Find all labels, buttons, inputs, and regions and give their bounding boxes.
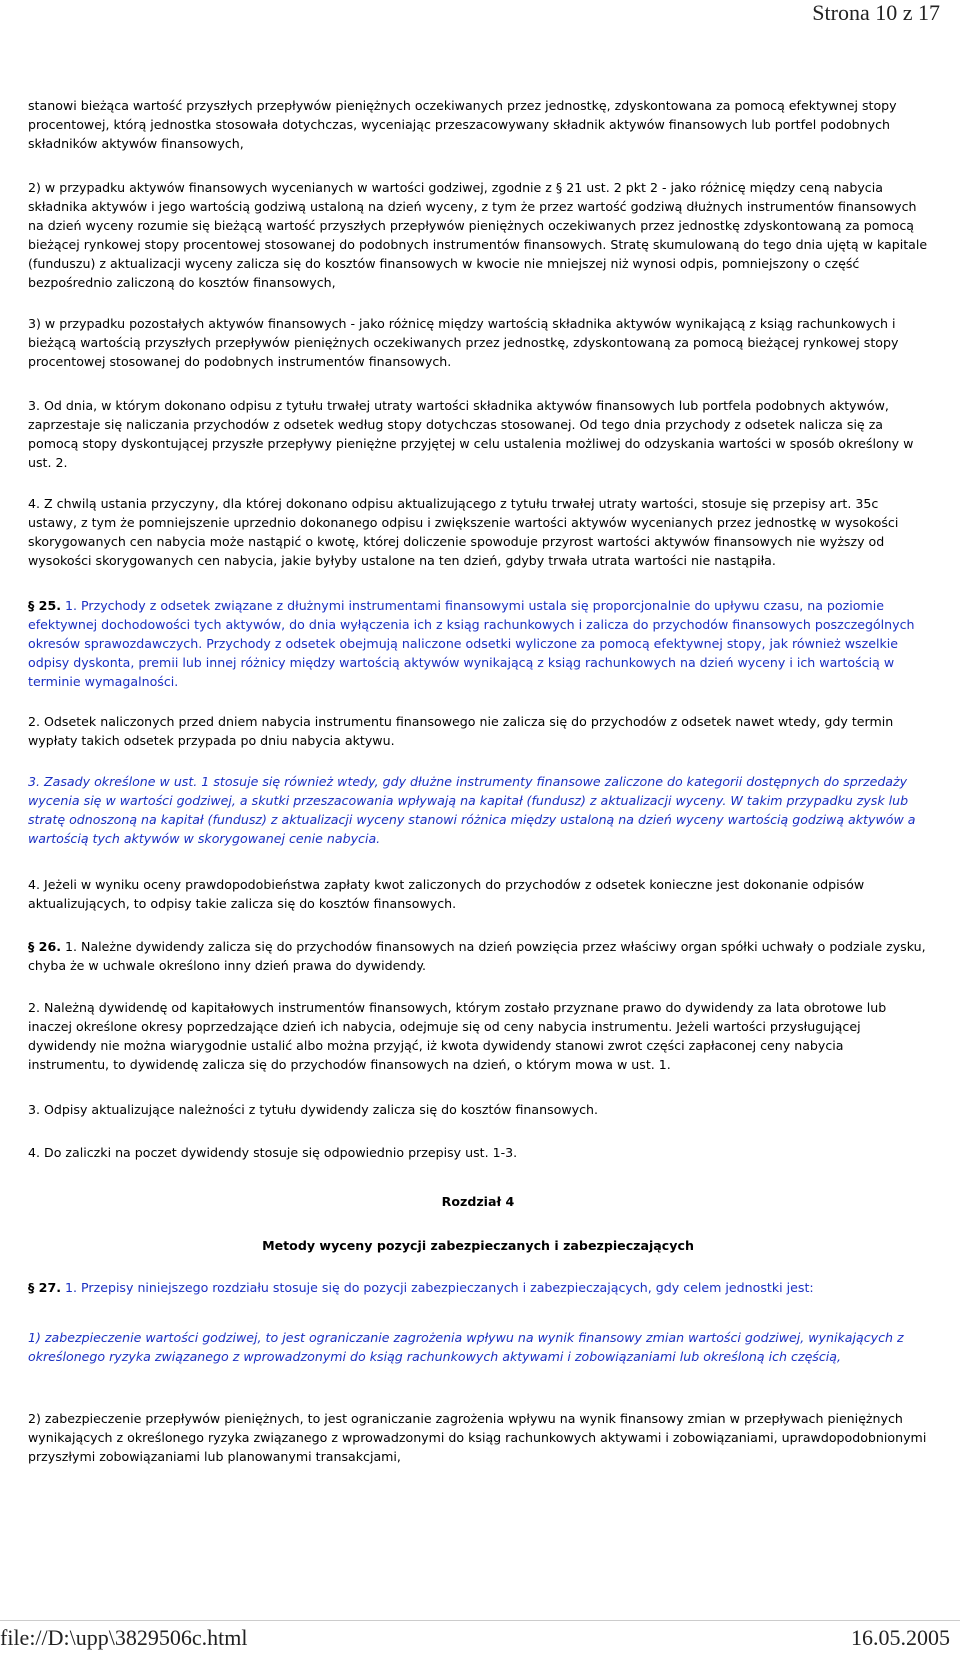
file-path: file://D:\upp\3829506c.html (0, 1625, 248, 1650)
section-number: § 25. (28, 598, 61, 613)
paragraph: 2) zabezpieczenie przepływów pieniężnych, to jest ograniczanie zagrożenia wpływu na wynik finansowy zmian w przepływach pieniężnych wynikających z określonego ryzyka związanego z wprowadzonymi do ksiąg rachunkowych aktywami i zobowiązaniami, uprawdopodobnionymi przyszłymi zobowiązaniami lub planowanymi transakcjami, (28, 1411, 927, 1464)
paragraph: 4. Z chwilą ustania przyczyny, dla której dokonano odpisu aktualizującego z tytułu trwałej utraty wartości, stosuje się przepisy art. 35c ustawy, z tym że pomniejszenie uprzednio dokonanego odpisu i zwiększenie wartości aktywów wycenianych przez jednostkę w wysokości skorygowanych cen nabycia może nastąpić o kwotę, której doliczenie spowoduje przyrost wartości aktywów finansowych nie wyższy od wysokości skorygowanych cen nabycia, jakie byłyby ustalone na ten dzień, gdyby trwała utrata wartości nie nastąpiła. (28, 496, 899, 568)
paragraph-section-25 (28, 596, 928, 691)
paragraph: 3) w przypadku pozostałych aktywów finansowych - jako różnicę między wartością składnika aktywów wynikającą z ksiąg rachunkowych i bieżącą wartością przyszłych przepływów pieniężnych oczekiwanych przez jednostkę, zdyskontowaną za pomocą bieżącej rynkowej stopy procentowej stosowanej do podobnych instrumentów finansowych. (28, 316, 899, 369)
footer-divider (0, 1620, 960, 1621)
section-number: § 27. (28, 1280, 61, 1295)
paragraph: 4. Jeżeli w wyniku oceny prawdopodobieństwa zapłaty kwot zaliczonych do przychodów z odsetek konieczne jest dokonanie odpisów aktualizujących, to odpisy takie zalicza się do kosztów finansowych. (28, 877, 865, 911)
paragraph-section-26 (28, 937, 928, 975)
print-date: 16.05.2005 (851, 1625, 950, 1650)
paragraph: 4. Do zaliczki na poczet dywidendy stosuje się odpowiednio przepisy ust. 1-3. (28, 1145, 518, 1160)
paragraph-highlighted: 1) zabezpieczenie wartości godziwej, to jest ograniczanie zagrożenia wpływu na wynik finansowy zmian wartości godziwej, wynikających z określonego ryzyka związanego z wprowadzonymi do ksiąg rachunkowych aktywami i zobowiązaniami lub określoną ich częścią, (28, 1330, 904, 1364)
paragraph: stanowi bieżąca wartość przyszłych przepływów pieniężnych oczekiwanych przez jednostkę, zdyskontowana za pomocą efektywnej stopy procentowej, którą jednostka stosowała dotychczas, wyceniając przeszacowywany składnik aktywów finansowych lub portfel podobnych składników aktywów finansowych, (28, 98, 897, 151)
paragraph: 2. Odsetek naliczonych przed dniem nabycia instrumentu finansowego nie zalicza się do przychodów z odsetek nawet wtedy, gdy termin wypłaty takich odsetek przypada po dniu nabycia aktywu. (28, 714, 894, 748)
paragraph: 2) w przypadku aktywów finansowych wycenianych w wartości godziwej, zgodnie z § 21 ust. 2 pkt 2 - jako różnicę między ceną nabycia składnika aktywów i jego wartością godziwą ustaloną na dzień wyceny, z tym że przez wartość godziwą dłużnych instrumentów finansowych na dzień wyceny rozumie się bieżącą wartość przyszłych przepływów pieniężnych oczekiwanych przez jednostkę zdyskontowaną za pomocą bieżącej rynkowej stopy procentowej stosowanej do podobnych instrumentów finansowych. Stratę skumulowaną do tego dnia ujętą w kapitale (funduszu) z aktualizacji wyceny zalicza się do kosztów finansowych w kwocie nie mniejszej niż wynosi odpis, pomniejszony o część bezpośrednio zaliczoną do kosztów finansowych, (28, 180, 928, 290)
paragraph-section-27 (28, 1278, 928, 1297)
section-number: § 26. (28, 939, 61, 954)
page-number: Strona 10 z 17 (812, 0, 940, 25)
section-text: 1. Należne dywidendy zalicza się do przychodów finansowych na dzień powzięcia przez właściwy organ spółki uchwały o podziale zysku, chyba że w uchwale określono inny dzień prawa do dywidendy. (28, 939, 926, 973)
paragraph: 3. Odpisy aktualizujące należności z tytułu dywidendy zalicza się do kosztów finansowych. (28, 1102, 599, 1117)
section-text: 1. Przychody z odsetek związane z dłużnymi instrumentami finansowymi ustala się proporcjonalnie do upływu czasu, na poziomie efektywnej dochodowości tych aktywów, do dnia wyłączenia ich z ksiąg rachunkowych i zalicza do przychodów finansowych poszczególnych okresów sprawozdawczych. Przychody z odsetek obejmują naliczone odsetki wyliczone za pomocą efektywnej stopy, jak również wszelkie odpisy dyskonta, premii lub innej różnicy między wartością aktywów wynikającą z ksiąg rachunkowych na dzień wyceny i ich wartością w terminie wymagalności. (28, 598, 915, 689)
paragraph-highlighted: 3. Zasady określone w ust. 1 stosuje się również wtedy, gdy dłużne instrumenty finansowe zaliczone do kategorii dostępnych do sprzedaży wycenia się w wartości godziwej, a skutki przeszacowania wpływają na kapitał (fundusz) z aktualizacji wyceny. W takim przypadku zysk lub stratę odnoszoną na kapitał (fundusz) z aktualizacji wyceny stanowi różnica między ustaloną na dzień wyceny wartością godziwą aktywów a wartością tych aktywów w skorygowanej cenie nabycia. (28, 774, 916, 846)
section-text: 1. Przepisy niniejszego rozdziału stosuje się do pozycji zabezpieczanych i zabezpieczających, gdy celem jednostki jest: (65, 1280, 814, 1295)
paragraph: 2. Należną dywidendę od kapitałowych instrumentów finansowych, którym zostało przyznane prawo do dywidendy za lata obrotowe lub inaczej określone okresy poprzedzające dzień ich nabycia, odejmuje się od ceny nabycia instrumentu. Jeżeli wartości przysługującej dywidendy nie można wiarygodnie ustalić albo można przyjąć, iż kwota dywidendy stanowi zwrot części zapłaconej ceny nabycia instrumentu, to dywidendę zalicza się do przychodów finansowych na dzień, o którym mowa w ust. 1. (28, 1000, 887, 1072)
chapter-title: Metody wyceny pozycji zabezpieczanych i zabezpieczających (262, 1238, 694, 1253)
paragraph: 3. Od dnia, w którym dokonano odpisu z tytułu trwałej utraty wartości składnika aktywów finansowych lub portfela podobnych aktywów, zaprzestaje się naliczania przychodów z odsetek według stopy dotychczas stosowanej. Od tego dnia przychody z odsetek nalicza się za pomocą stopy dyskontującej przyszłe przepływy pieniężne przyjętej w celu ustalenia możliwej do odzyskania wartości w sposób określony w ust. 2. (28, 398, 914, 470)
chapter-number: Rozdział 4 (441, 1194, 515, 1209)
